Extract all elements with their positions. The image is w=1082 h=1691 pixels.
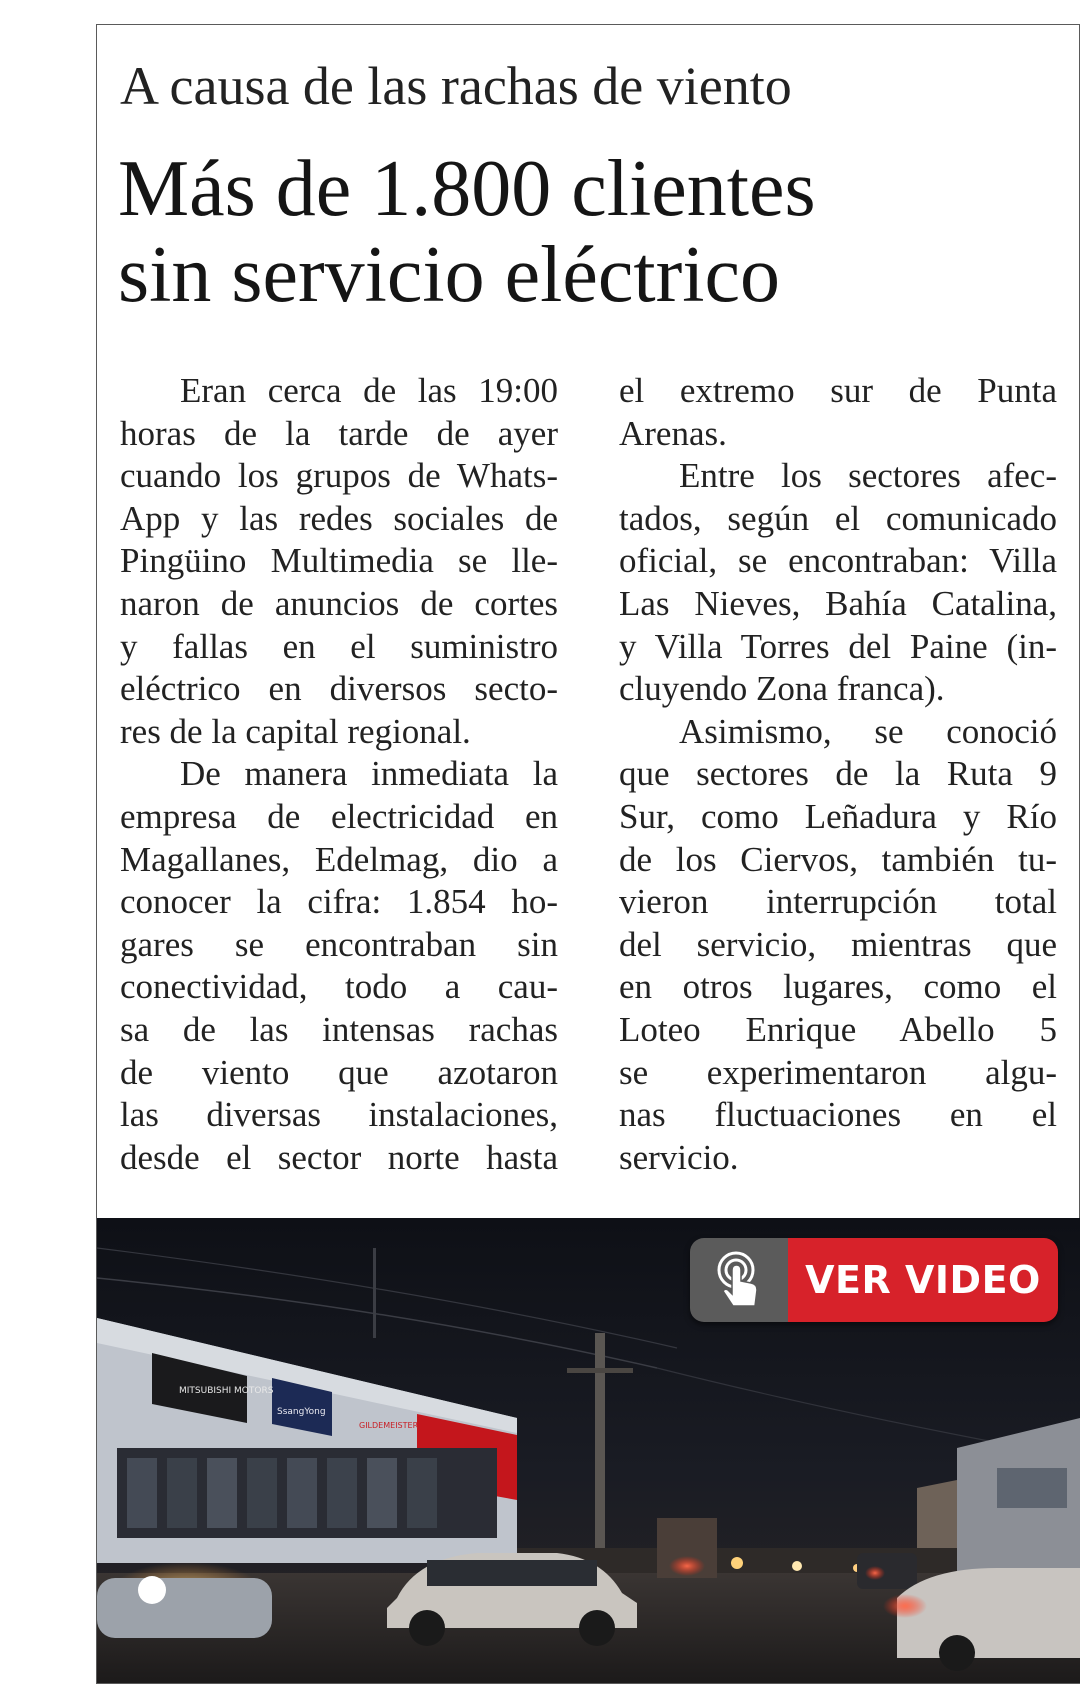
body-line: Sur, como Leñadura y Río	[619, 796, 1057, 836]
body-line: empresa de electricidad en	[120, 796, 558, 836]
body-line: vieron interrupción total	[619, 882, 1057, 922]
body-line: gares se encontraban sin	[120, 924, 558, 964]
body-line: res de la capital regional.	[120, 711, 471, 751]
body-line: y fallas en el suministro	[120, 626, 558, 666]
body-line: Asimismo, se conoció	[679, 711, 1057, 751]
ver-video-button[interactable]	[690, 1238, 1058, 1322]
body-line: eléctrico en diversos secto-	[120, 669, 558, 709]
body-line: y Villa Torres del Paine (in-	[619, 626, 1057, 666]
body-line: cluyendo Zona franca).	[619, 669, 945, 709]
body-line: oficial, se encontraban: Villa	[619, 541, 1057, 581]
body-line: se experimentaron algu-	[619, 1052, 1057, 1092]
body-line: Loteo Enrique Abello 5	[619, 1009, 1057, 1049]
body-line: Pingüino Multimedia se lle-	[120, 541, 558, 581]
article-headline	[118, 146, 816, 318]
body-line: desde el sector norte hasta	[120, 1137, 558, 1177]
body-line: servicio.	[619, 1137, 739, 1177]
photo-sign-ssangyong: SsangYong	[277, 1407, 326, 1417]
body-line: las diversas instalaciones,	[120, 1095, 558, 1135]
body-line: tados, según el comunicado	[619, 498, 1057, 538]
body-line: sa de las intensas rachas	[120, 1009, 558, 1049]
body-line: De manera inmediata la	[180, 754, 558, 794]
body-line: horas de la tarde de ayer	[120, 413, 558, 453]
body-line: cuando los grupos de Whats-	[120, 456, 558, 496]
body-line: el extremo sur de Punta	[619, 371, 1057, 410]
body-line: Eran cerca de las 19:00	[180, 371, 558, 410]
body-line: nas fluctuaciones en el	[619, 1095, 1057, 1135]
body-line: en otros lugares, como el	[619, 967, 1057, 1007]
body-column-left	[120, 370, 558, 1179]
body-line: Entre los sectores afec-	[679, 456, 1057, 496]
body-line: que sectores de la Ruta 9	[619, 754, 1057, 794]
body-line: Las Nieves, Bahía Catalina,	[619, 583, 1057, 623]
body-line: de los Ciervos, también tu-	[619, 839, 1057, 879]
photo-sign-mitsubishi: MITSUBISHI MOTORS	[179, 1386, 274, 1396]
body-line: conectividad, todo a cau-	[120, 967, 558, 1007]
body-line: Arenas.	[619, 413, 727, 453]
body-column-right	[619, 370, 1057, 1179]
article-kicker: A causa de las rachas de viento	[120, 56, 792, 116]
body-line: Magallanes, Edelmag, dio a	[120, 839, 558, 879]
ver-video-label: VER VIDEO	[788, 1238, 1058, 1322]
photo-sign-gildemeister: GILDEMEISTER	[359, 1421, 419, 1430]
headline-line: sin servicio eléctrico	[118, 231, 780, 319]
headline-line: Más de 1.800 clientes	[118, 145, 816, 233]
body-line: conocer la cifra: 1.854 ho-	[120, 882, 558, 922]
body-line: naron de anuncios de cortes	[120, 583, 558, 623]
body-line: del servicio, mientras que	[619, 924, 1057, 964]
body-line: de viento que azotaron	[120, 1052, 558, 1092]
body-line: App y las redes sociales de	[120, 498, 558, 538]
touch-hand-icon	[690, 1238, 788, 1322]
